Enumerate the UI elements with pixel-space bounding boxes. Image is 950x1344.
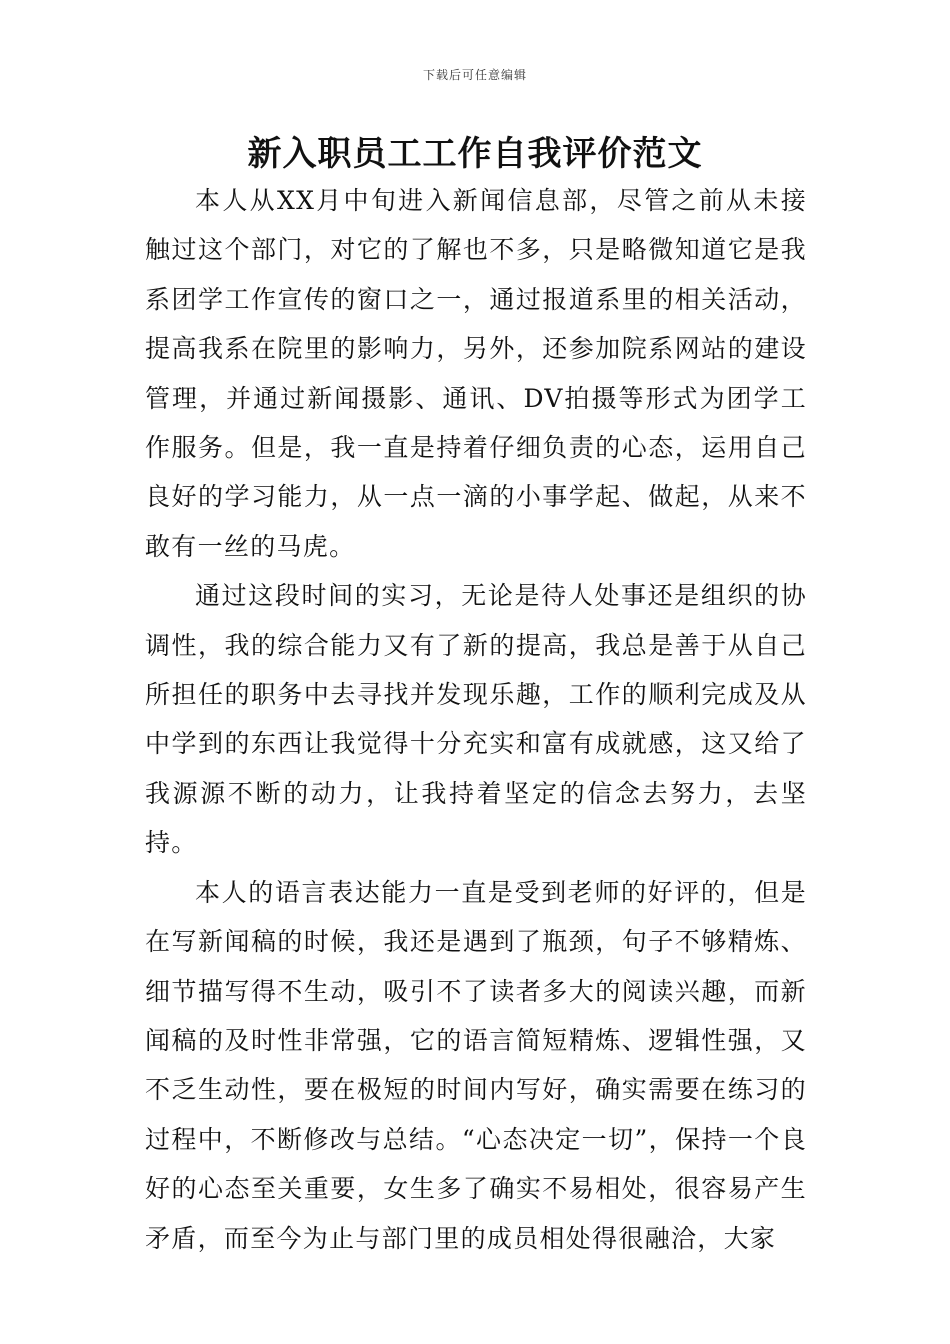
paragraph-1: 本人从XX月中旬进入新闻信息部，尽管之前从未接触过这个部门，对它的了解也不多，只是略微知道它是我系团学工作宣传的窗口之一，通过报道系里的相关活动，提高我系在院里的影响力，另外，还参加院系网站的建设管理，并通过新闻摄影、通讯、DV拍摄等形式为团学工作服务。但是，我一直是持着仔细负责的心态，运用自己良好的学习能力，从一点一滴的小事学起、做起，从来不敢有一丝的马虎。: [145, 186, 807, 561]
header-note: 下载后可任意编辑: [422, 68, 527, 82]
document-title: 新入职员工工作自我评价范文: [247, 134, 703, 174]
paragraph-2: 通过这段时间的实习，无论是待人处事还是组织的协调性，我的综合能力又有了新的提高，我总是善于从自己所担任的职务中去寻找并发现乐趣，工作的顺利完成及从中学到的东西让我觉得十分充实和富有成就感，这又给了我源源不断的动力，让我持着坚定的信念去努力，去坚持。: [145, 581, 807, 858]
document-body: [145, 176, 807, 1263]
paragraph-3: 本人的语言表达能力一直是受到老师的好评的，但是在写新闻稿的时候，我还是遇到了瓶颈，句子不够精炼、细节描写得不生动，吸引不了读者多大的阅读兴趣，而新闻稿的及时性非常强，它的语言简短精炼、逻辑性强，又不乏生动性，要在极短的时间内写好，确实需要在练习的过程中，不断修改与总结。“心态决定一切”，保持一个良好的心态至关重要，女生多了确实不易相处，很容易产生矛盾，而至今为止与部门里的成员相处得很融洽，大家: [145, 877, 807, 1253]
